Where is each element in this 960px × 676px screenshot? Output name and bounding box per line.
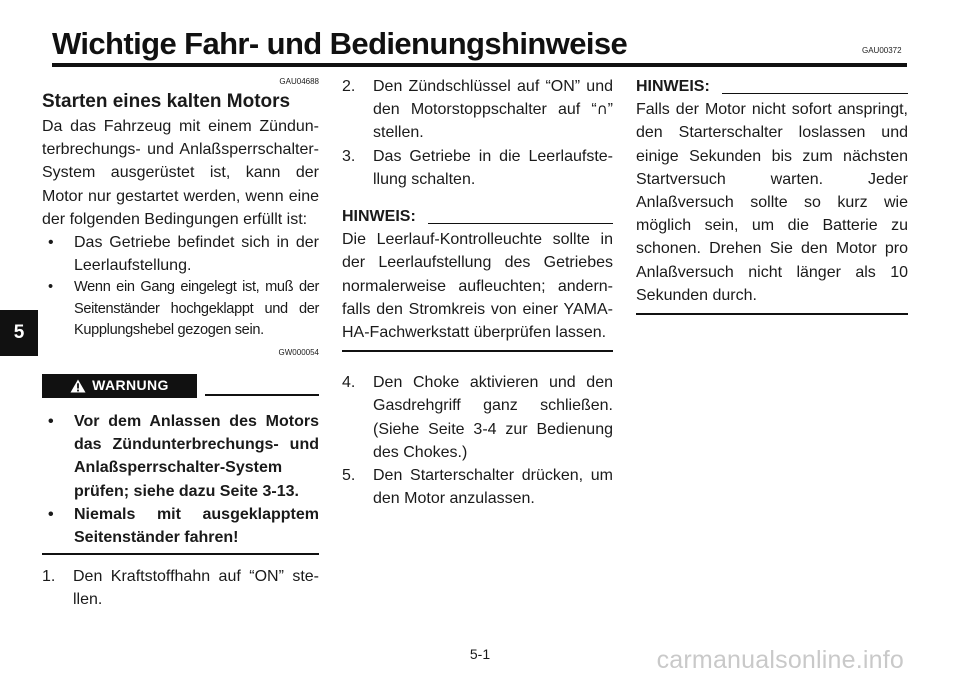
step-number: 5. (342, 467, 356, 485)
note-header (342, 205, 613, 228)
note-label: HINWEIS: (636, 78, 710, 95)
note-text: Falls der Motor nicht sofort anspringt, den Starterschalter loslassen und einige Sekunden bis zum nächsten Startversuch warten. Jeder Anlaßversuch sollte so kurz wie möglich sein, um die Batterie zu schonen. Drehen Sie den Motor pro Anlaßversuch nicht länger als 10 Sekunden durch. (636, 101, 908, 304)
step-number: 2. (342, 78, 356, 95)
step-item (342, 371, 613, 464)
step-item (42, 565, 319, 611)
warning-rule (205, 394, 319, 396)
note-rule (722, 93, 908, 95)
engine-run-symbol: ∩ (596, 100, 608, 119)
intro-paragraph: Da das Fahrzeug mit einem Zündunterbrechungs- und Anlaßsperrschalter-System ausgerüstet ist, kann der Motor nur gestartet werden, wenn eine der folgenden Bedingungen erfüllt ist: (42, 118, 319, 228)
warning-item: • Niemals mit ausgeklapptem Seitenständer fahren! (42, 503, 319, 549)
warning-end-rule (42, 553, 319, 555)
header-code: GAU00372 (862, 46, 902, 55)
warning-item: • Vor dem Anlassen des Motors das Zündunterbrechungs- und Anlaßsperrschalter-System prüfen; siehe dazu Seite 3-13. (42, 410, 319, 503)
page-number: 5-1 (469, 646, 491, 662)
right-column (636, 75, 908, 315)
warning-badge (42, 374, 197, 398)
step-text: Den Starterschalter drücken, um den Motor anzulassen. (373, 467, 613, 508)
condition-item: • Wenn ein Gang eingelegt ist, muß der Seitenständer hochgeklappt und der Kupplungshebel gezogen sein. (42, 277, 319, 342)
warning-code: GW000054 (278, 347, 319, 357)
note-text: Die Leerlauf-Kontrolleuchte sollte in der Leerlaufstellung des Getriebes normalerweise aufleuchten; andernfalls den Stromkreis von einer YAMAHA-Fachwerkstatt überprüfen lassen. (342, 231, 613, 342)
steps-list-start (42, 565, 319, 611)
step-item (342, 145, 613, 191)
section-heading: Starten eines kalten Motors (42, 91, 291, 112)
condition-item: • Das Getriebe befindet sich in der Leerlaufstellung. (42, 231, 319, 277)
left-column (42, 75, 319, 612)
warning-label: WARNUNG (92, 377, 169, 394)
chapter-tab: 5 (0, 310, 38, 356)
warning-triangle-icon (70, 379, 86, 393)
section-code: GAU04688 (279, 77, 319, 86)
step-item (342, 464, 613, 510)
note-rule (428, 223, 613, 225)
conditions-list (42, 231, 319, 342)
step-text-end: ” stellen. (373, 101, 613, 142)
step-text: Den Zündschlüssel auf “ON” und den Motorstoppschalter auf “ (373, 78, 613, 119)
note-end-rule (636, 313, 908, 315)
step-item (342, 75, 613, 145)
step-number: 3. (342, 147, 356, 165)
note-label: HINWEIS: (342, 208, 416, 226)
page-title: Wichtige Fahr- und Bedienungshinweise (52, 26, 628, 61)
note-end-rule (342, 350, 613, 352)
watermark: carmanualsonline.info (656, 646, 904, 674)
step-text: Das Getriebe in die Leerlaufstellung schalten. (373, 147, 613, 188)
step-number: 1. (42, 568, 56, 586)
step-text: Den Choke aktivieren und den Gasdrehgriff ganz schließen. (Siehe Seite 3-4 zur Bedienung des Chokes.) (373, 374, 613, 461)
step-number: 4. (342, 374, 356, 392)
middle-column (342, 75, 613, 510)
warning-header (42, 374, 319, 398)
steps-list-end (342, 371, 613, 510)
note-header (636, 75, 908, 98)
warning-list (42, 410, 319, 549)
header-rule (52, 63, 907, 67)
steps-list-middle (342, 75, 613, 191)
step-text: Den Kraftstoffhahn auf “ON” stellen. (73, 568, 319, 609)
